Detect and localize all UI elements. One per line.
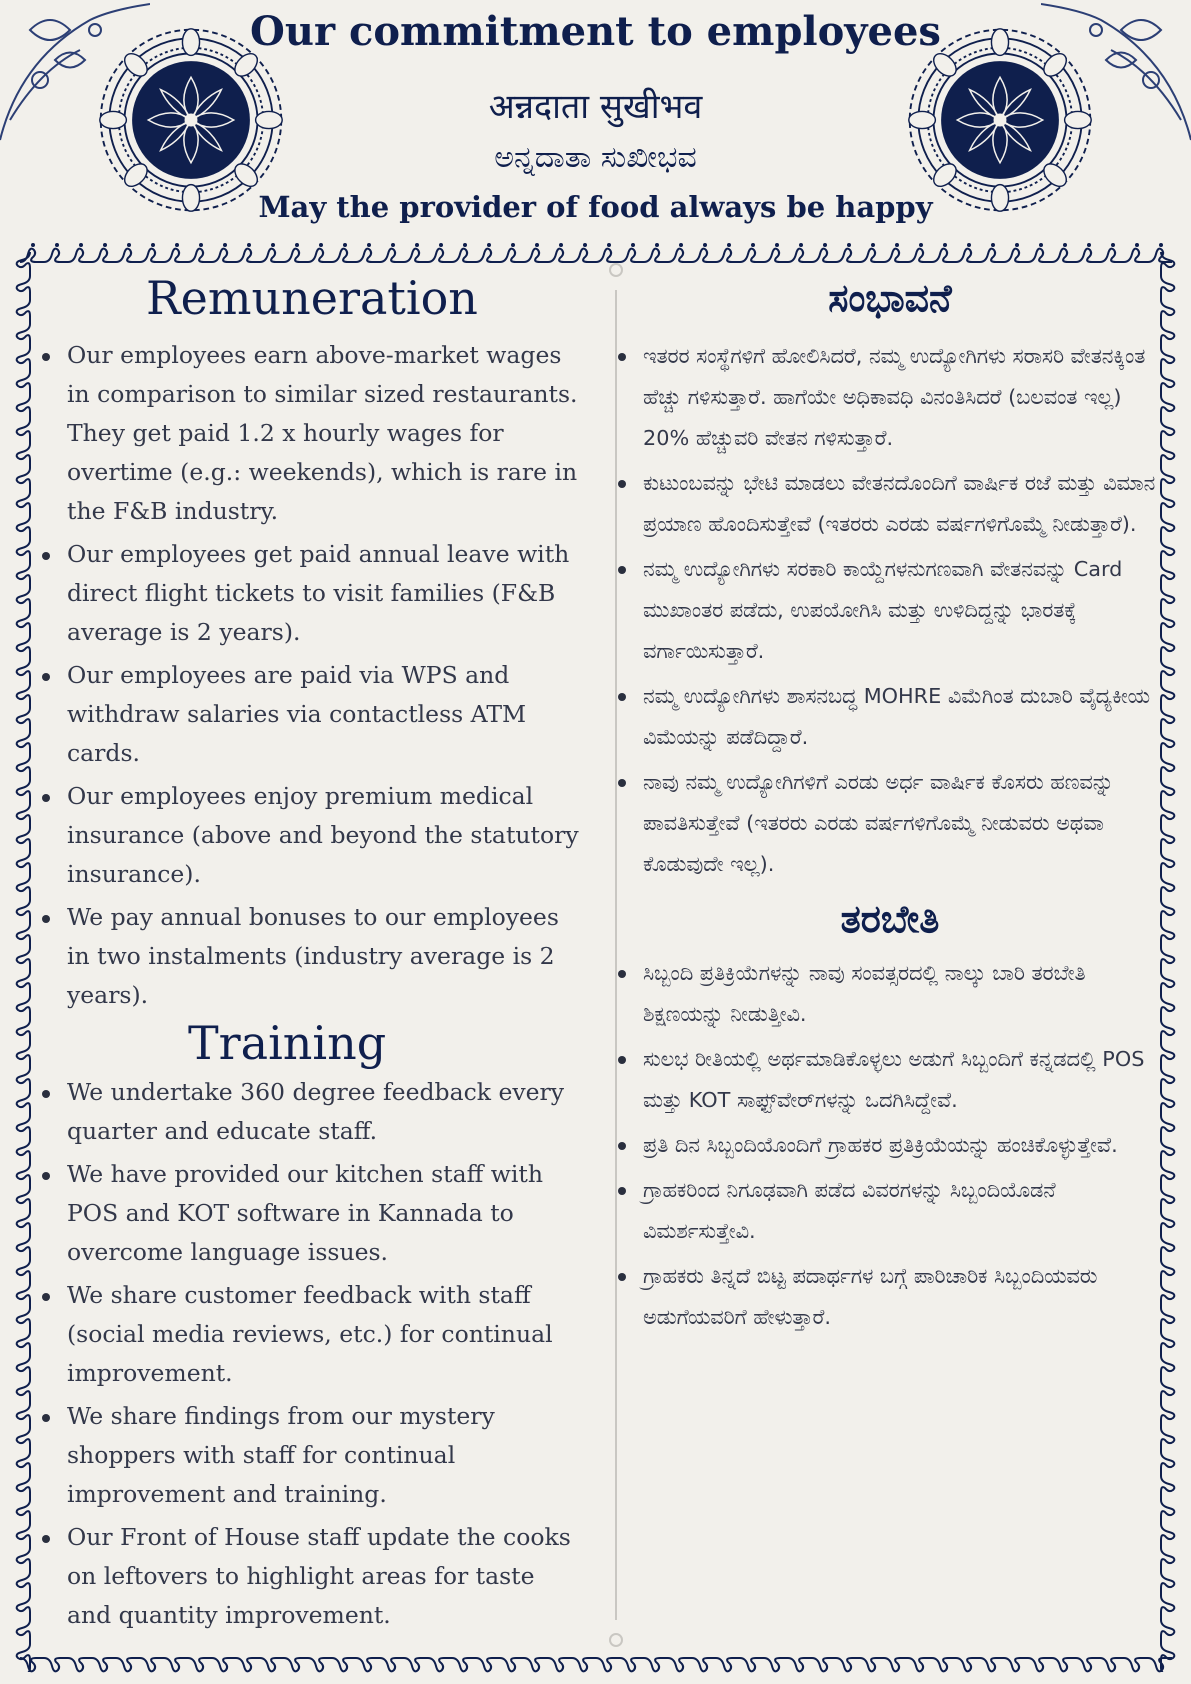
list-item: ನಮ್ಮ ಉದ್ಯೋಗಿಗಳು ಸರಕಾರಿ ಕಾಯ್ದೆಗಳನುಗಣವಾಗಿ ವೇತನವನ್ನು Card ಮುಖಾಂತರ ಪಡೆದು, ಉಪಯೋಗಿಸಿ ಮತ್ತು ಉಳಿದಿದ್ದನ್ನು ಭಾರತಕ್ಕೆ ವರ್ಗಾಯಿಸುತ್ತಾರೆ.: [614, 549, 1166, 672]
list-item: We have provided our kitchen staff with POS and KOT software in Kannada to overcome language issues.: [38, 1155, 586, 1272]
list-item: Our employees enjoy premium medical insurance (above and beyond the statutory insurance).: [38, 777, 586, 894]
list-item: Our employees are paid via WPS and withdraw salaries via contactless ATM cards.: [38, 656, 586, 773]
frame-border-left: [10, 252, 36, 1672]
remuneration-list: [38, 336, 586, 1015]
list-item: ಸುಲಭ ರೀತಿಯಲ್ಲಿ ಅರ್ಥಮಾಡಿಕೊಳ್ಳಲು ಅಡುಗೆ ಸಿಬ್ಬಂದಿಗೆ ಕನ್ನಡದಲ್ಲಿ POS ಮತ್ತು KOT ಸಾಫ್ಟ್‌ವೇರ್‌ಗಳನ್ನು ಒದಗಿಸಿದ್ದೇವೆ.: [614, 1039, 1166, 1121]
list-item: ಗ್ರಾಹಕರಿಂದ ನಿಗೂಢವಾಗಿ ಪಡೆದ ವಿವರಗಳನ್ನು ಸಿಬ್ಬಂದಿಯೊಡನೆ ವಿಮರ್ಶಸುತ್ತೇವಿ.: [614, 1170, 1166, 1252]
page-title: Our commitment to employees: [250, 8, 941, 55]
list-item: ಪ್ರತಿ ದಿನ ಸಿಬ್ಬಂದಿಯೊಂದಿಗೆ ಗ್ರಾಹಕರ ಪ್ರತಿಕ್ರಿಯೆಯನ್ನು ಹಂಚಿಕೊಳ್ಳುತ್ತೇವೆ.: [614, 1125, 1166, 1166]
training-heading: Training: [188, 1016, 387, 1070]
list-item: Our employees get paid annual leave with direct flight tickets to visit families (F&B average is 2 years).: [38, 535, 586, 652]
list-item: We undertake 360 degree feedback every quarter and educate staff.: [38, 1073, 586, 1151]
hindi-motto: अन्नदाता सुखीभव: [488, 87, 703, 127]
list-item: We pay annual bonuses to our employees in two instalments (industry average is 2 years).: [38, 898, 586, 1015]
poster-header: [0, 0, 1191, 235]
list-item: ನಮ್ಮ ಉದ್ಯೋಗಿಗಳು ಶಾಸನಬದ್ಧ MOHRE ವಿಮೆಗಿಂತ ದುಬಾರಿ ವೈದ್ಯಕೀಯ ವಿಮೆಯನ್ನು ಪಡೆದಿದ್ದಾರೆ.: [614, 676, 1166, 758]
kannada-motto: ಅನ್ನದಾತಾ ಸುಖೀಭವ: [494, 140, 697, 175]
remuneration-list-kannada: [614, 336, 1166, 885]
frame-border-top: [20, 240, 1172, 268]
list-item: ಸಿಬ್ಬಂದಿ ಪ್ರತಿಕ್ರಿಯೆಗಳನ್ನು ನಾವು ಸಂವತ್ಸರದಲ್ಲಿ ನಾಲ್ಕು ಬಾರಿ ತರಬೇತಿ ಶಿಕ್ಷಣಯನ್ನು ನೀಡುತ್ತೀವಿ.: [614, 953, 1166, 1035]
training-list-kannada: [614, 953, 1166, 1338]
list-item: We share customer feedback with staff (social media reviews, etc.) for continual improvement.: [38, 1276, 586, 1393]
english-column: [38, 268, 586, 1639]
list-item: ಕುಟುಂಬವನ್ನು ಭೇಟಿ ಮಾಡಲು ವೇತನದೊಂದಿಗೆ ವಾರ್ಷಿಕ ರಜೆ ಮತ್ತು ವಿಮಾನ ಪ್ರಯಾಣ ಹೊಂದಿಸುತ್ತೇವೆ (ಇತರರು ಎರಡು ವರ್ಷಗಳಿಗೊಮ್ಮೆ ನೀಡುತ್ತಾರೆ).: [614, 463, 1166, 545]
list-item: ಗ್ರಾಹಕರು ತಿನ್ನದೆ ಬಿಟ್ಟ ಪದಾರ್ಥಗಳ ಬಗ್ಗೆ ಪಾರಿಚಾರಿಕ ಸಿಬ್ಬಂದಿಯವರು ಅಡುಗೆಯವರಿಗೆ ಹೇಳುತ್ತಾರೆ.: [614, 1256, 1166, 1338]
list-item: We share findings from our mystery shoppers with staff for continual improvement and training.: [38, 1397, 586, 1514]
list-item: Our employees earn above-market wages in comparison to similar sized restaurants. They get paid 1.2 x hourly wages for overtime (e.g.: weekends), which is rare in the F&B industry.: [38, 336, 586, 531]
english-motto: May the provider of food always be happy: [258, 190, 933, 224]
frame-border-bottom: [20, 1652, 1172, 1680]
list-item: ನಾವು ನಮ್ಮ ಉದ್ಯೋಗಿಗಳಿಗೆ ಎರಡು ಅರ್ಧ ವಾರ್ಷಿಕ ಕೊಸರು ಹಣವನ್ನು ಪಾವತಿಸುತ್ತೇವೆ (ಇತರರು ಎರಡು ವರ್ಷಗಳಿಗೊಮ್ಮೆ ನೀಡುವರು ಅಥವಾ ಕೊಡುವುದೇ ಇಲ್ಲ).: [614, 762, 1166, 885]
training-heading-kannada: ತರಬೇತಿ: [840, 897, 940, 941]
training-list: [38, 1073, 586, 1635]
remuneration-heading-kannada: ಸಂಭಾವನೆ: [828, 276, 952, 320]
remuneration-heading: Remuneration: [146, 271, 478, 325]
list-item: Our Front of House staff update the cooks on leftovers to highlight areas for taste and quantity improvement.: [38, 1518, 586, 1635]
list-item: ಇತರರ ಸಂಸ್ಥೆಗಳಿಗೆ ಹೋಲಿಸಿದರೆ, ನಮ್ಮ ಉದ್ಯೋಗಿಗಳು ಸರಾಸರಿ ವೇತನಕ್ಕಿಂತ ಹೆಚ್ಚು ಗಳಿಸುತ್ತಾರೆ. ಹಾಗೆಯೇ ಅಧಿಕಾವಧಿ ವಿನಂತಿಸಿದರೆ (ಬಲವಂತ ಇಲ್ಲ) 20% ಹೆಚ್ಚುವರಿ ವೇತನ ಗಳಿಸುತ್ತಾರೆ.: [614, 336, 1166, 459]
kannada-column: [614, 268, 1166, 1342]
